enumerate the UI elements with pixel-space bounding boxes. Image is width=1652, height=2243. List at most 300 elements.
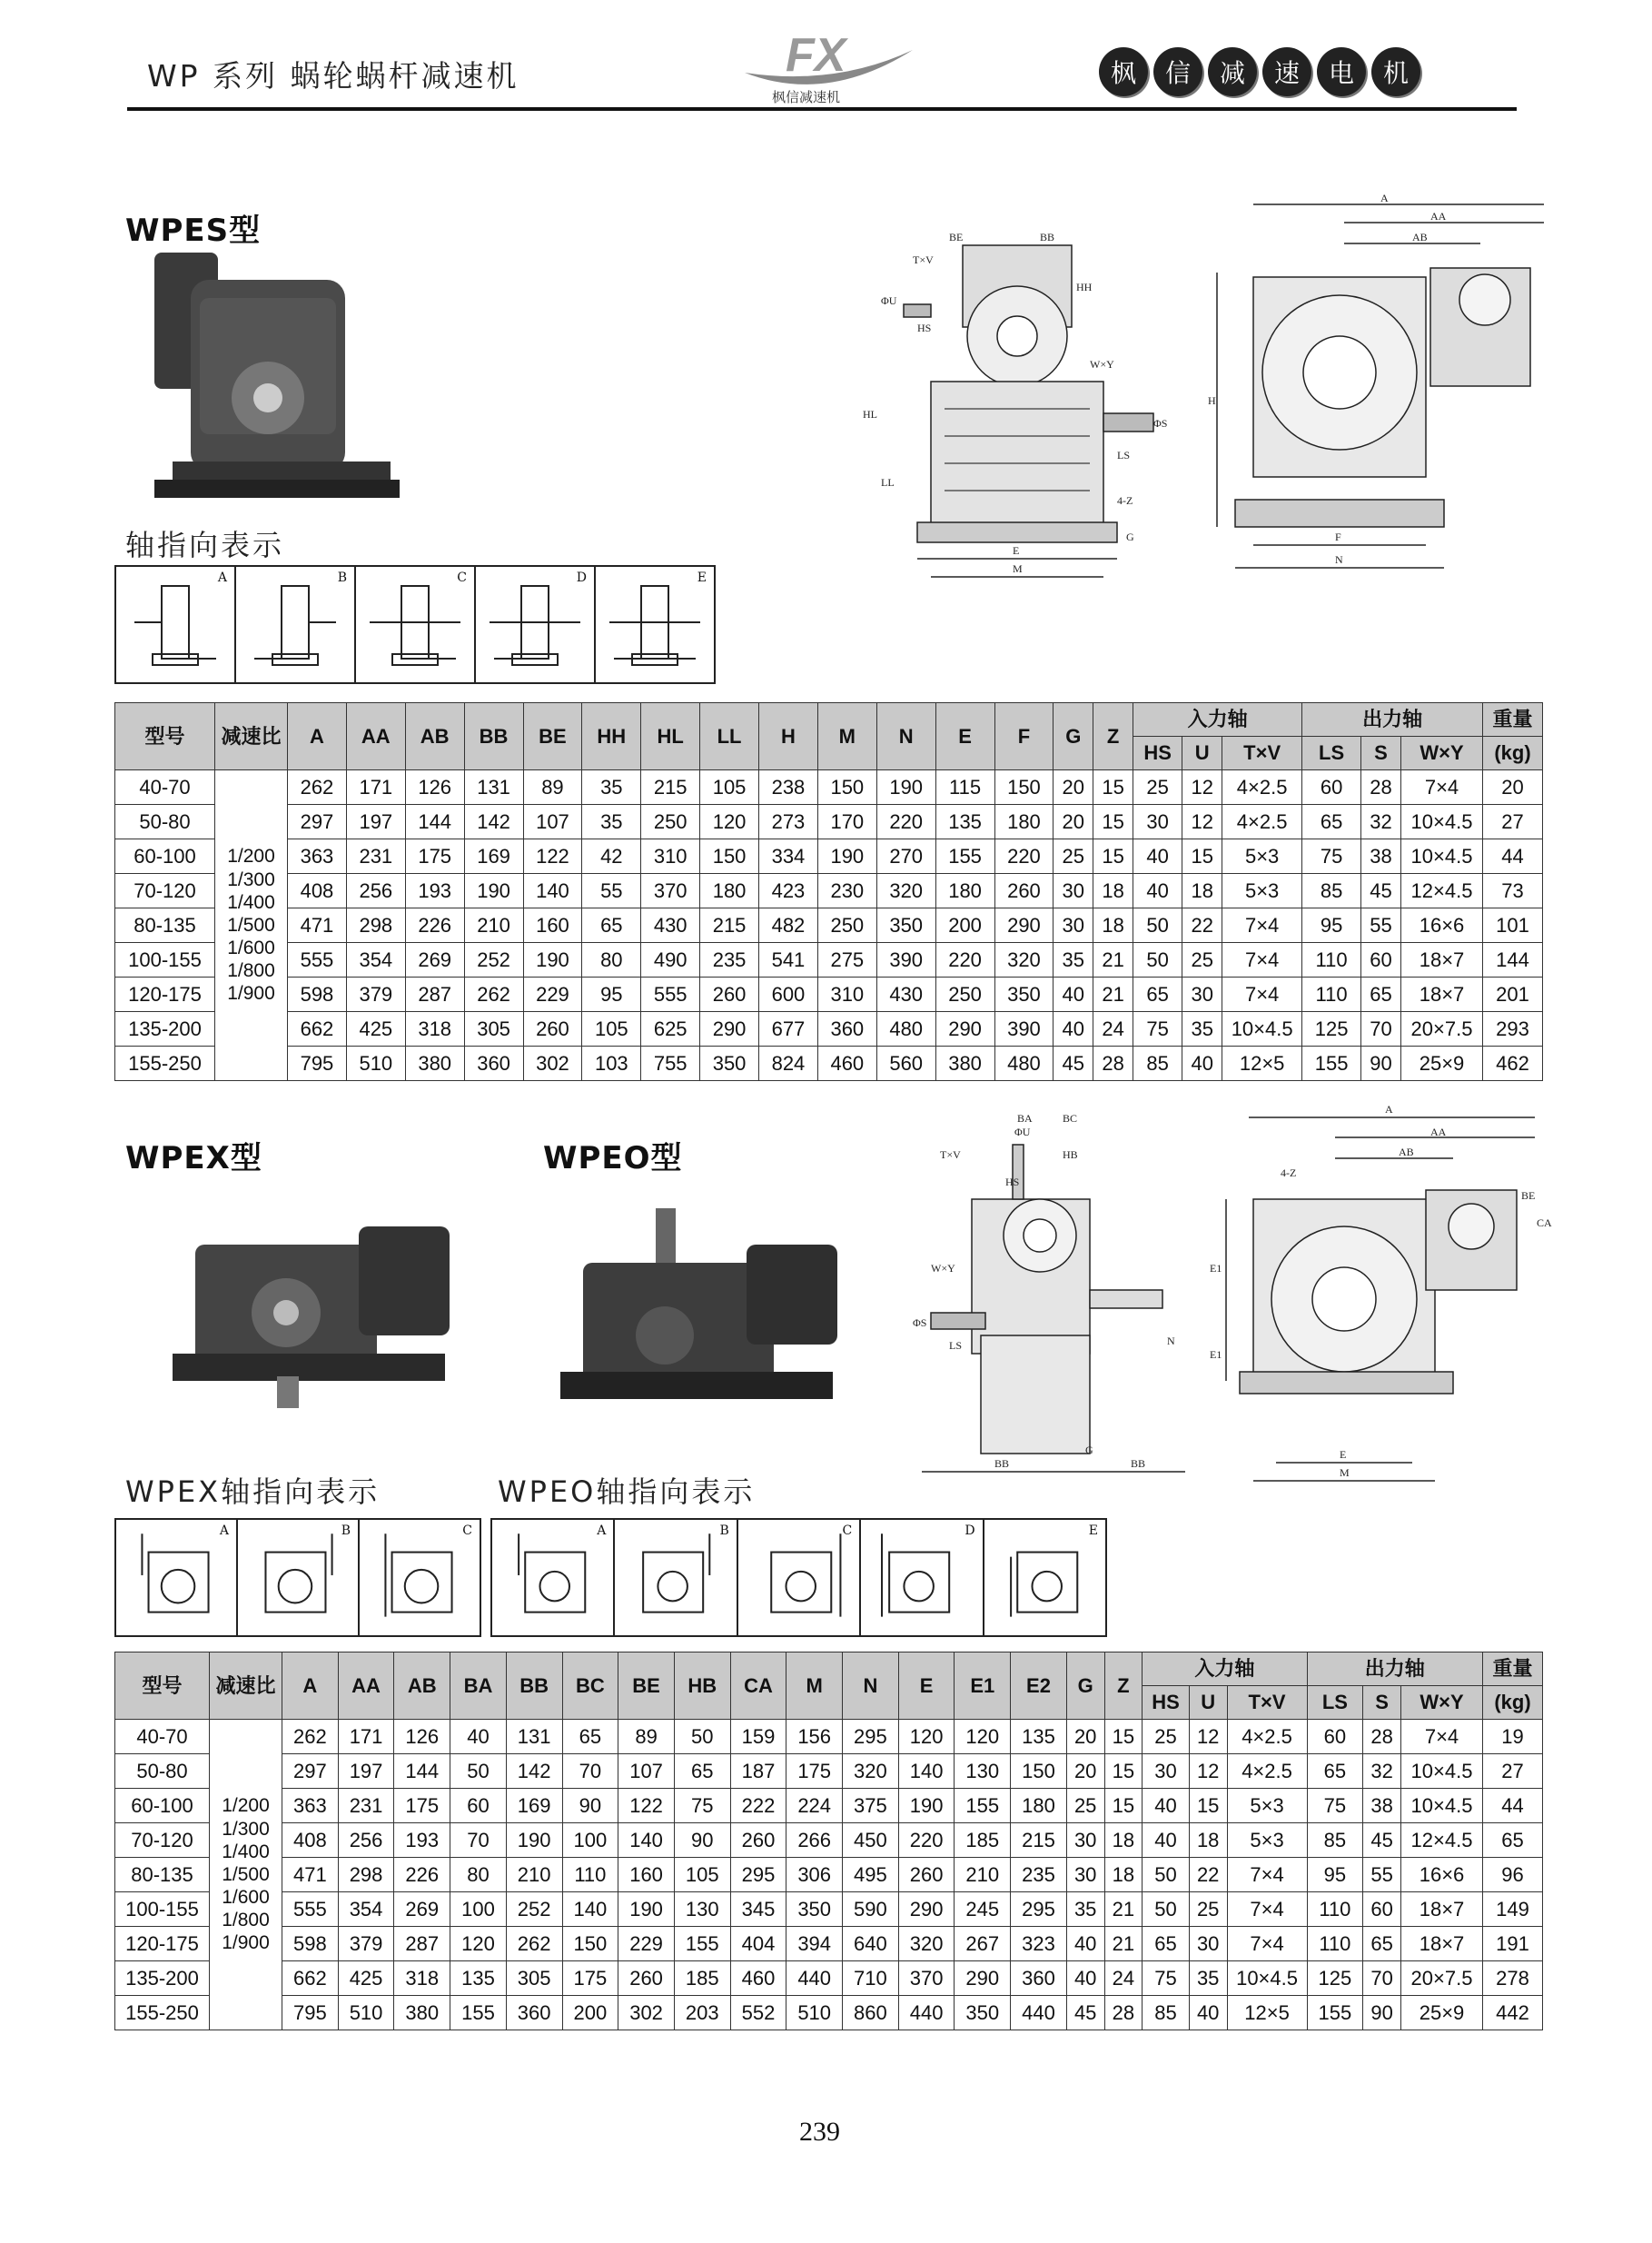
table-cell: 16×6 [1401,1858,1483,1892]
table-cell: 155 [1307,1996,1363,2030]
table-cell: 305 [464,1012,523,1047]
svg-text:T×V: T×V [913,253,934,266]
table-cell: 442 [1483,1996,1543,2030]
table-cell: 462 [1483,1047,1543,1081]
table-cell: 12×5 [1222,1047,1302,1081]
svg-text:AA: AA [1430,210,1447,223]
direction-letter: D [576,571,587,585]
table-cell: 190 [464,874,523,908]
table-cell: 89 [523,770,582,805]
table-cell: 10×4.5 [1401,805,1483,839]
col-header: CA [730,1652,786,1720]
table-row [115,943,1543,978]
table-cell: 160 [618,1858,675,1892]
table-cell: 560 [876,1047,935,1081]
direction-letter: B [719,1523,729,1538]
table-cell: 65 [582,908,641,943]
table-cell: 100 [562,1823,618,1858]
table-cell: 197 [338,1754,394,1789]
table-cell: 35 [1189,1961,1227,1996]
table-cell: 155 [955,1789,1011,1823]
table-cell: 90 [674,1823,730,1858]
table-cell: 260 [523,1012,582,1047]
table-cell: 110 [562,1858,618,1892]
table-cell: 130 [955,1754,1011,1789]
svg-text:BB: BB [1131,1457,1146,1470]
table-row [115,805,1543,839]
table-cell: 210 [464,908,523,943]
group-header-output: 出力轴 [1307,1652,1482,1686]
table-cell: 30 [1054,908,1093,943]
table-cell: 555 [282,1892,339,1927]
table-cell: 135 [935,805,994,839]
svg-text:E1: E1 [1210,1348,1222,1361]
table-cell: 490 [641,943,700,978]
table-cell: 12 [1182,770,1222,805]
svg-text:ΦS: ΦS [913,1316,927,1329]
table-cell: 120 [898,1720,955,1754]
svg-text:F: F [1335,531,1341,543]
table-cell: 7×4 [1227,1858,1307,1892]
table-row [115,978,1543,1012]
wpeo-title: WPEO型 [543,1140,683,1176]
wpex-table-body [115,1720,1543,2030]
table-cell: 200 [935,908,994,943]
table-cell: 555 [288,943,347,978]
ratio-value: 1/500 [227,914,275,936]
table-cell: 50 [1143,1858,1190,1892]
table-cell: 140 [618,1823,675,1858]
weight-header: 重量 [1483,1652,1543,1686]
table-cell: 267 [955,1927,1011,1961]
ratio-value: 1/400 [227,891,275,913]
col-header: HL [641,703,700,770]
table-cell: 190 [876,770,935,805]
model-cell: 155-250 [115,1996,210,2030]
table-cell: 12×5 [1227,1996,1307,2030]
model-cell: 80-135 [115,1858,210,1892]
table-cell: 171 [338,1720,394,1754]
table-cell: 220 [994,839,1054,874]
svg-text:H: H [1208,394,1216,407]
table-cell: 260 [994,874,1054,908]
svg-text:LS: LS [949,1339,963,1352]
table-cell: 193 [405,874,464,908]
table-cell: 135 [1011,1720,1067,1754]
table-cell: 350 [955,1996,1011,2030]
col-header: 减速比 [210,1652,282,1720]
ratio-value: 1/900 [227,983,275,1005]
table-row [115,1720,1543,1754]
table-cell: 19 [1483,1720,1543,1754]
table-cell: 70 [562,1754,618,1789]
table-cell: 295 [730,1858,786,1892]
table-cell: 100 [450,1892,507,1927]
table-cell: 185 [674,1961,730,1996]
table-cell: 120 [700,805,759,839]
svg-text:CA: CA [1537,1216,1552,1229]
table-cell: 40 [1066,1927,1104,1961]
table-cell: 65 [674,1754,730,1789]
group-header-input: 入力轴 [1133,703,1302,737]
table-cell: 35 [582,770,641,805]
svg-text:N: N [1167,1335,1175,1347]
table-cell: 110 [1302,943,1361,978]
table-cell: 25×9 [1401,1996,1483,2030]
table-cell: 306 [786,1858,843,1892]
table-cell: 155 [450,1996,507,2030]
table-cell: 250 [817,908,876,943]
table-cell: 185 [955,1823,1011,1858]
col-header: 型号 [115,1652,210,1720]
direction-cell [236,567,356,682]
table-cell: 103 [582,1047,641,1081]
table-cell: 390 [876,943,935,978]
table-cell: 320 [994,943,1054,978]
table-cell: 318 [405,1012,464,1047]
ratio-value: 1/300 [227,868,275,890]
table-cell: 230 [817,874,876,908]
table-cell: 44 [1483,839,1543,874]
table-cell: 354 [346,943,405,978]
col-header: Z [1104,1652,1143,1720]
wpes-table-body [115,770,1543,1081]
table-row [115,1996,1543,2030]
table-cell: 160 [523,908,582,943]
svg-text:A: A [1380,192,1389,204]
table-cell: 305 [506,1961,562,1996]
direction-cell [596,567,714,682]
table-cell: 260 [730,1823,786,1858]
table-cell: 12 [1189,1720,1227,1754]
ratio-value: 1/900 [222,1932,270,1954]
table-cell: 75 [1307,1789,1363,1823]
svg-text:BE: BE [949,231,964,243]
wpes-photo [136,243,400,507]
table-cell: 122 [618,1789,675,1823]
table-cell: 262 [464,978,523,1012]
direction-letter: B [341,1523,351,1538]
table-cell: 24 [1104,1961,1143,1996]
table-cell: 430 [641,908,700,943]
col-header: E2 [1011,1652,1067,1720]
table-cell: 90 [1363,1996,1401,2030]
table-cell: 450 [843,1823,899,1858]
table-cell: 60 [1307,1720,1363,1754]
table-cell: 260 [618,1961,675,1996]
col-header: HB [674,1652,730,1720]
table-cell: 295 [1011,1892,1067,1927]
table-cell: 40 [450,1720,507,1754]
direction-letter: A [217,571,227,585]
table-cell: 210 [955,1858,1011,1892]
table-cell: 510 [338,1996,394,2030]
table-cell: 20 [1483,770,1543,805]
table-cell: 5×3 [1227,1789,1307,1823]
table-cell: 360 [506,1996,562,2030]
table-cell: 298 [338,1858,394,1892]
brand-badges [1099,47,1420,96]
col-header: H [759,703,818,770]
wpex-title: WPEX型 [125,1140,262,1176]
col-header: LS [1302,737,1361,770]
svg-text:4-Z: 4-Z [1281,1166,1297,1179]
table-cell: 170 [817,805,876,839]
model-cell: 100-155 [115,1892,210,1927]
table-cell: 220 [898,1823,955,1858]
table-row [115,1927,1543,1961]
svg-text:HH: HH [1076,281,1093,293]
table-cell: 45 [1361,874,1401,908]
table-row [115,874,1543,908]
table-cell: 75 [1302,839,1361,874]
table-cell: 25 [1189,1892,1227,1927]
svg-text:E1: E1 [1210,1262,1222,1275]
table-cell: 220 [876,805,935,839]
table-cell: 155 [935,839,994,874]
table-cell: 7×4 [1401,1720,1483,1754]
wpex-spec-table [114,1652,1543,2030]
table-cell: 252 [506,1892,562,1927]
table-cell: 32 [1361,805,1401,839]
table-cell: 150 [817,770,876,805]
table-cell: 60 [1363,1892,1401,1927]
table-cell: 40 [1133,874,1182,908]
table-cell: 20×7.5 [1401,1961,1483,1996]
brand-char: 机 [1371,47,1420,96]
table-cell: 110 [1302,978,1361,1012]
table-cell: 25 [1182,943,1222,978]
table-cell: 65 [1483,1823,1543,1858]
wpes-direction-box [114,565,716,684]
table-cell: 302 [618,1996,675,2030]
table-cell: 677 [759,1012,818,1047]
svg-text:A: A [1385,1103,1393,1116]
col-header: S [1361,737,1401,770]
table-cell: 40 [1066,1961,1104,1996]
svg-text:W×Y: W×Y [931,1262,955,1275]
table-cell: 126 [405,770,464,805]
table-cell: 390 [994,1012,1054,1047]
table-cell: 10×4.5 [1222,1012,1302,1047]
col-header: 型号 [115,703,215,770]
table-cell: 120 [955,1720,1011,1754]
model-cell: 135-200 [115,1961,210,1996]
table-cell: 379 [346,978,405,1012]
logo-text: FX [786,29,846,82]
model-cell: 50-80 [115,805,215,839]
table-cell: 130 [674,1892,730,1927]
svg-text:HL: HL [863,408,877,421]
table-cell: 40 [1189,1996,1227,2030]
table-cell: 262 [506,1927,562,1961]
table-cell: 231 [338,1789,394,1823]
table-cell: 15 [1104,1789,1143,1823]
ratio-value: 1/500 [222,1863,270,1885]
table-cell: 180 [935,874,994,908]
brand-char: 信 [1153,47,1202,96]
table-cell: 30 [1066,1823,1104,1858]
table-cell: 7×4 [1222,943,1302,978]
table-cell: 215 [1011,1823,1067,1858]
table-cell: 18 [1093,908,1133,943]
table-cell: 12×4.5 [1401,874,1483,908]
table-cell: 430 [876,978,935,1012]
group-header-input: 入力轴 [1143,1652,1307,1686]
table-cell: 175 [394,1789,450,1823]
table-cell: 28 [1104,1996,1143,2030]
table-cell: 150 [994,770,1054,805]
table-cell: 18×7 [1401,1892,1483,1927]
table-cell: 7×4 [1222,978,1302,1012]
table-cell: 370 [898,1961,955,1996]
table-cell: 180 [994,805,1054,839]
table-cell: 171 [346,770,405,805]
table-cell: 4×2.5 [1222,770,1302,805]
table-cell: 290 [955,1961,1011,1996]
table-cell: 334 [759,839,818,874]
table-cell: 65 [1143,1927,1190,1961]
model-cell: 155-250 [115,1047,215,1081]
table-cell: 25×9 [1401,1047,1483,1081]
table-cell: 260 [700,978,759,1012]
table-cell: 40 [1182,1047,1222,1081]
svg-text:G: G [1085,1444,1093,1456]
table-cell: 7×4 [1227,1892,1307,1927]
model-cell: 60-100 [115,1789,210,1823]
table-cell: 125 [1302,1012,1361,1047]
table-cell: 28 [1093,1047,1133,1081]
table-cell: 555 [641,978,700,1012]
table-cell: 191 [1483,1927,1543,1961]
table-row [115,1892,1543,1927]
table-cell: 598 [288,978,347,1012]
table-cell: 25 [1066,1789,1104,1823]
svg-text:HS: HS [1005,1176,1020,1188]
table-cell: 360 [464,1047,523,1081]
table-cell: 552 [730,1996,786,2030]
table-cell: 65 [1361,978,1401,1012]
table-row [115,1823,1543,1858]
table-cell: 256 [346,874,405,908]
direction-letter: A [597,1523,607,1538]
table-row [115,908,1543,943]
table-cell: 270 [876,839,935,874]
model-cell: 50-80 [115,1754,210,1789]
table-row [115,1961,1543,1996]
svg-text:N: N [1335,553,1343,566]
table-cell: 65 [1133,978,1182,1012]
table-cell: 363 [288,839,347,874]
table-cell: 126 [394,1720,450,1754]
col-header: M [817,703,876,770]
table-row [115,1754,1543,1789]
table-cell: 42 [582,839,641,874]
table-cell: 295 [843,1720,899,1754]
table-cell: 27 [1483,1754,1543,1789]
table-cell: 18 [1104,1858,1143,1892]
ratio-cell [210,1720,282,2030]
table-cell: 101 [1483,908,1543,943]
table-cell: 65 [1363,1927,1401,1961]
table-cell: 35 [1182,1012,1222,1047]
table-cell: 795 [288,1047,347,1081]
table-cell: 107 [523,805,582,839]
model-cell: 70-120 [115,874,215,908]
table-cell: 252 [464,943,523,978]
svg-text:AB: AB [1412,231,1428,243]
table-cell: 354 [338,1892,394,1927]
svg-text:G: G [1126,531,1134,543]
table-cell: 18 [1093,874,1133,908]
model-cell: 80-135 [115,908,215,943]
table-cell: 175 [562,1961,618,1996]
table-cell: 662 [282,1961,339,1996]
col-header: AB [405,703,464,770]
table-cell: 131 [506,1720,562,1754]
col-header: 减速比 [215,703,288,770]
table-cell: 350 [786,1892,843,1927]
table-cell: 75 [1143,1961,1190,1996]
table-cell: 256 [338,1823,394,1858]
table-cell: 408 [282,1823,339,1858]
table-cell: 4×2.5 [1222,805,1302,839]
table-cell: 7×4 [1401,770,1483,805]
col-header: BE [618,1652,675,1720]
table-cell: 10×4.5 [1401,1754,1483,1789]
table-cell: 375 [843,1789,899,1823]
table-cell: 394 [786,1927,843,1961]
table-cell: 4×2.5 [1227,1720,1307,1754]
wpeo-shaft-label: WPEO轴指向表示 [498,1474,756,1509]
table-cell: 95 [582,978,641,1012]
table-row [115,770,1543,805]
table-cell: 460 [730,1961,786,1996]
table-cell: 190 [817,839,876,874]
col-header: T×V [1222,737,1302,770]
table-cell: 380 [394,1996,450,2030]
table-cell: 30 [1133,805,1182,839]
table-cell: 180 [700,874,759,908]
col-header: A [288,703,347,770]
col-header: G [1066,1652,1104,1720]
table-cell: 16×6 [1401,908,1483,943]
svg-text:E: E [1013,544,1020,557]
group-header-output: 出力轴 [1302,703,1483,737]
svg-text:W×Y: W×Y [1090,358,1114,371]
table-cell: 197 [346,805,405,839]
table-cell: 28 [1361,770,1401,805]
table-cell: 18×7 [1401,1927,1483,1961]
col-header: F [994,703,1054,770]
table-cell: 193 [394,1823,450,1858]
table-cell: 10×4.5 [1401,839,1483,874]
table-cell: 15 [1093,805,1133,839]
table-cell: 541 [759,943,818,978]
table-cell: 15 [1189,1789,1227,1823]
table-cell: 440 [1011,1996,1067,2030]
svg-text:BE: BE [1521,1189,1536,1202]
table-cell: 598 [282,1927,339,1961]
table-cell: 224 [786,1789,843,1823]
table-cell: 480 [994,1047,1054,1081]
table-cell: 30 [1182,978,1222,1012]
weight-unit: (kg) [1483,737,1543,770]
table-cell: 75 [1133,1012,1182,1047]
table-cell: 85 [1307,1823,1363,1858]
col-header: U [1182,737,1222,770]
brand-char: 减 [1208,47,1257,96]
